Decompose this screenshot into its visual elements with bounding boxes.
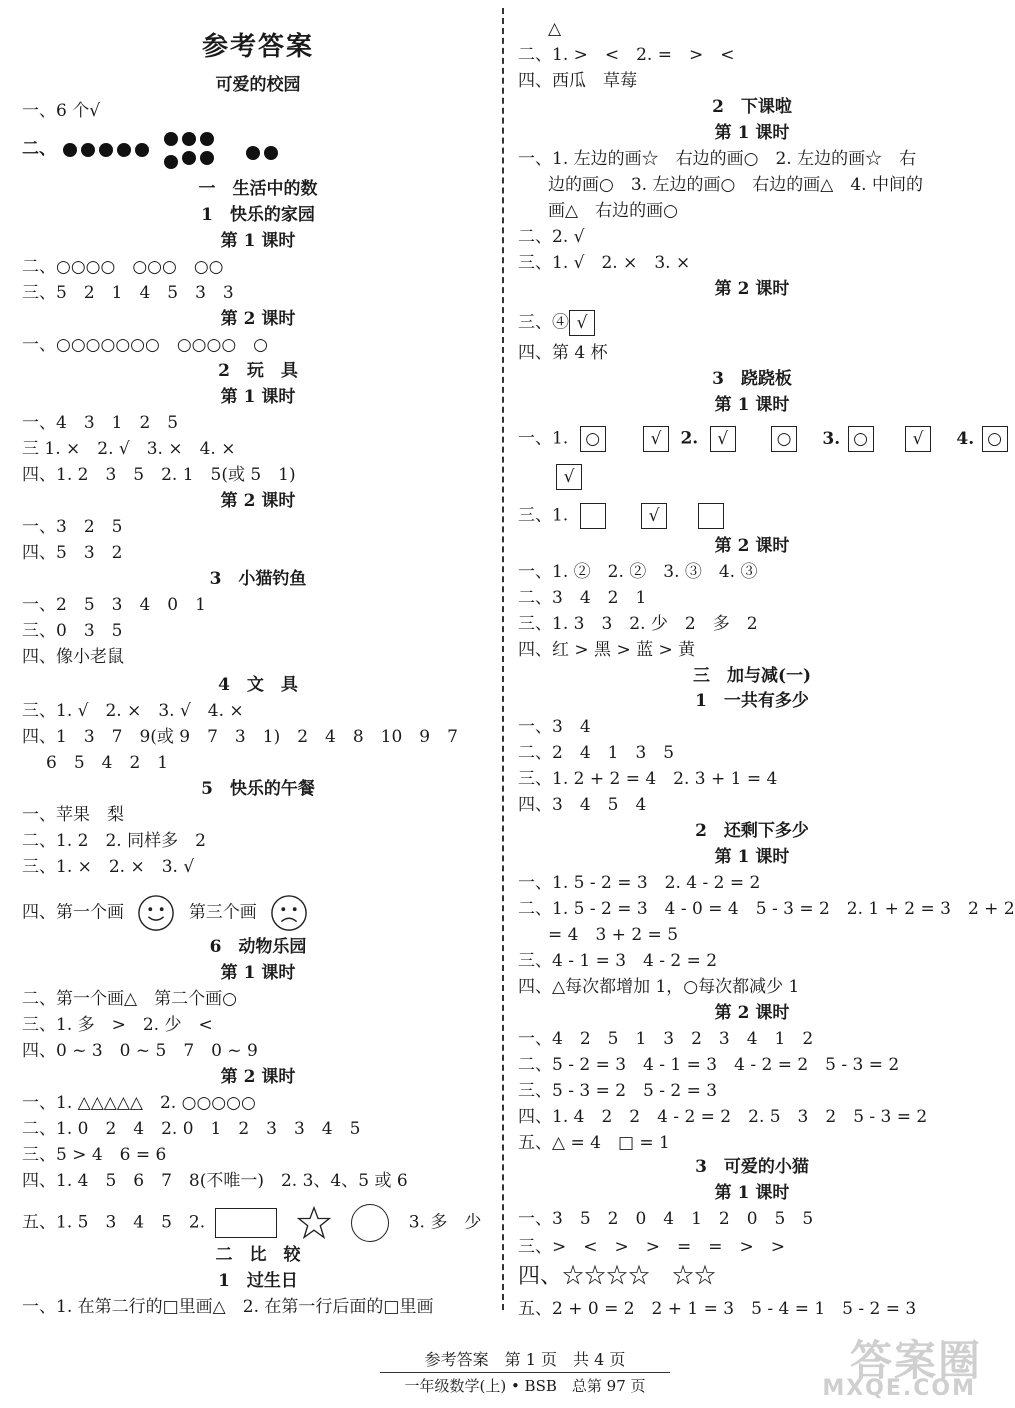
answer-line: 五、△ = 4 □ = 1 [518, 1133, 670, 1153]
lesson-heading: 2 下课啦 [712, 97, 792, 117]
answer-text: 第三个画 [188, 902, 257, 923]
answer-line: 一、3 5 2 0 4 1 2 0 5 5 [518, 1209, 814, 1229]
lesson-heading: 1 过生日 [218, 1271, 298, 1291]
answer-line: 三、1. √ 2. × 3. √ 4. × [22, 701, 244, 721]
answer-box-empty [698, 503, 724, 529]
answer-label: 3. [822, 428, 841, 449]
rectangle-shape [215, 1208, 277, 1238]
unit-heading: 一 生活中的数 [198, 179, 318, 199]
answer-line: 二、1. 2 2. 同样多 2 [22, 831, 206, 851]
answer-text: 五、1. 5 3 4 5 2. [22, 1212, 206, 1233]
lesson-heading: 1 一共有多少 [695, 691, 809, 711]
answer-box: √ [710, 426, 736, 452]
answer-line: 四、△每次都增加 1，○每次都减少 1 [518, 977, 800, 997]
answer-line: 一、1. 左边的画☆ 右边的画○ 2. 左边的画☆ 右 [518, 149, 917, 169]
answer-line: 四、西瓜 草莓 [518, 71, 637, 91]
class-period: 第 2 课时 [714, 1003, 790, 1023]
answer-line: 一、○○○○○○○ ○○○○ ○ [22, 335, 269, 355]
answer-box: ○ [580, 426, 606, 452]
answer-label: 2. [680, 428, 699, 449]
answer-line: 一、1. △△△△△ 2. ○○○○○ [22, 1093, 256, 1113]
answer-line: 二、1. > < 2. = > < [518, 45, 735, 65]
lesson-heading: 4 文 具 [218, 675, 298, 695]
lesson-heading: 5 快乐的午餐 [201, 779, 315, 799]
answer-text: 四、第一个画 [22, 902, 124, 923]
class-period: 第 1 课时 [220, 963, 296, 983]
answer-line: 三、5 - 3 = 2 5 - 2 = 3 [518, 1081, 718, 1101]
answer-line: 一、3 2 5 [22, 517, 123, 537]
lesson-heading: 2 玩 具 [218, 361, 298, 381]
answer-line: 三、1. × 2. × 3. √ [22, 857, 195, 877]
class-period: 第 2 课时 [714, 536, 790, 556]
page-footer [380, 1347, 670, 1396]
answer-line: 四、5 3 2 [22, 543, 123, 563]
answer-box: ○ [848, 426, 874, 452]
footer-page-info: 参考答案 第 1 页 共 4 页 [380, 1347, 670, 1373]
class-period: 第 1 课时 [714, 1183, 790, 1203]
answer-line: 四、1. 4 5 6 7 8(不唯一) 2. 3、4、5 或 6 [22, 1171, 408, 1191]
answer-line-faces [22, 894, 494, 932]
watermark-url: MXQE.COM [822, 1376, 976, 1401]
class-period: 第 1 课时 [714, 395, 790, 415]
watermark-logo: 答案圈 [849, 1336, 982, 1385]
answer-line: 二、3 4 2 1 [518, 588, 647, 608]
answer-line: 画△ 右边的画○ [548, 201, 678, 221]
answer-line: 四、第 4 杯 [518, 343, 608, 363]
smiley-face-icon [137, 894, 175, 932]
answer-line-shapes [22, 1204, 494, 1242]
answer-text: 三、④ [518, 312, 569, 333]
answer-line: 二、第一个画△ 第二个画○ [22, 989, 237, 1009]
answer-line: 二、2 4 1 3 5 [518, 743, 675, 763]
class-period: 第 1 课时 [220, 387, 296, 407]
answer-line: 四、1. 4 2 2 4 - 2 = 2 2. 5 3 2 5 - 3 = 2 [518, 1107, 928, 1127]
lesson-heading: 1 快乐的家园 [201, 205, 315, 225]
answer-line: 五、2 + 0 = 2 2 + 1 = 3 5 - 4 = 1 5 - 2 = 3 [518, 1299, 917, 1319]
answer-box: √ [905, 426, 931, 452]
answer-box: √ [643, 426, 669, 452]
answer-line-boxes [550, 464, 986, 490]
dot-group-six [162, 128, 222, 169]
page-title: 参考答案 [201, 32, 314, 62]
answer-line-stars: 四、☆☆☆☆ ☆☆ [518, 1264, 717, 1289]
answer-line: 四、1. 2 3 5 2. 1 5(或 5 1) [22, 465, 296, 485]
answer-line: 一、4 2 5 1 3 2 3 4 1 2 [518, 1029, 814, 1049]
answer-line-boxes [518, 426, 1002, 452]
answer-line: 一、1. 5 - 2 = 3 2. 4 - 2 = 2 [518, 873, 761, 893]
footer-book-info: 一年级数学(上) • BSB 总第 97 页 [404, 1377, 646, 1395]
answer-box: ○ [982, 426, 1008, 452]
answer-line: 三、5 2 1 4 5 3 3 [22, 283, 234, 303]
answer-label: 4. [956, 428, 975, 449]
answer-line: = 4 3 + 2 = 5 [548, 925, 679, 945]
answer-line: 边的画○ 3. 左边的画○ 右边的画△ 4. 中间的 [548, 175, 923, 195]
lesson-heading: 6 动物乐园 [209, 937, 307, 957]
answer-line: 二、2. √ [518, 227, 585, 247]
answer-line: 二、1. 5 - 2 = 3 4 - 0 = 4 5 - 3 = 2 2. 1 + 2 = 3 2 + 2 [518, 899, 1015, 919]
answer-line: 四、1 3 7 9(或 9 7 3 1) 2 4 8 10 9 7 [22, 727, 458, 747]
class-period: 第 2 课时 [220, 309, 296, 329]
answer-line: 一、2 5 3 4 0 1 [22, 595, 206, 615]
lesson-heading: 3 跷跷板 [712, 369, 792, 389]
answer-line: 三 1. × 2. √ 3. × 4. × [22, 439, 236, 459]
class-period: 第 2 课时 [714, 279, 790, 299]
section-heading: 可爱的校园 [215, 75, 301, 95]
answer-line: 二、○○○○ ○○○ ○○ [22, 257, 224, 277]
answer-line: 三、5 > 4 6 = 6 [22, 1145, 167, 1165]
answer-label: 一、1. [518, 428, 569, 449]
class-period: 第 2 课时 [220, 491, 296, 511]
answer-line: 一、1. ② 2. ② 3. ③ 4. ③ [518, 562, 758, 582]
answer-box: ○ [771, 426, 797, 452]
answer-line: 四、像小老鼠 [22, 647, 124, 667]
answer-line: 三、4 - 1 = 3 4 - 2 = 2 [518, 951, 718, 971]
class-period: 第 1 课时 [714, 123, 790, 143]
answer-line: 一、4 3 1 2 5 [22, 413, 179, 433]
sad-face-icon [270, 894, 308, 932]
class-period: 第 2 课时 [220, 1067, 296, 1087]
lesson-heading: 3 小猫钓鱼 [209, 569, 307, 589]
lesson-heading: 2 还剩下多少 [695, 821, 809, 841]
answer-line: 一、6 个√ [22, 101, 101, 121]
star-icon [296, 1205, 332, 1241]
answer-box: √ [641, 503, 667, 529]
circle-shape [351, 1204, 389, 1242]
class-period: 第 1 课时 [714, 847, 790, 867]
answer-line-boxed [518, 310, 986, 336]
answer-line: 三、1. √ 2. × 3. × [518, 253, 691, 273]
answer-box-empty [580, 503, 606, 529]
answer-text: 3. 多 少 [408, 1212, 482, 1233]
unit-heading: 二 比 较 [215, 1245, 301, 1265]
answer-line: 三、1. 2 + 2 = 4 2. 3 + 1 = 4 [518, 769, 778, 789]
answer-box: √ [556, 464, 582, 490]
answer-line: 三、> < > > = = > > [518, 1237, 785, 1257]
answer-line: 一、3 4 [518, 717, 591, 737]
answer-label: 三、1. [518, 505, 569, 526]
answer-line: 二、1. 0 2 4 2. 0 1 2 3 3 4 5 [22, 1119, 361, 1139]
answer-line: 三、1. 3 3 2. 少 2 多 2 [518, 614, 758, 634]
answer-line: 二、5 - 2 = 3 4 - 1 = 3 4 - 2 = 2 5 - 3 = 2 [518, 1055, 900, 1075]
unit-heading: 三 加与减(一) [692, 666, 812, 686]
answer-label: 二、 [22, 139, 56, 159]
answer-line: 一、苹果 梨 [22, 805, 124, 825]
dot-group-five [61, 139, 151, 159]
lesson-heading: 3 可爱的小猫 [695, 1157, 809, 1177]
answer-line: 四、0 ~ 3 0 ~ 5 7 0 ~ 9 [22, 1041, 258, 1061]
class-period: 第 1 课时 [220, 231, 296, 251]
answer-box: √ [569, 310, 595, 336]
answer-line-boxes [518, 503, 986, 529]
answer-line: 一、1. 在第二行的□里画△ 2. 在第一行后面的□里画 [22, 1297, 434, 1317]
answer-line: 四、3 4 5 4 [518, 795, 647, 815]
answer-line: 三、1. 多 > 2. 少 < [22, 1015, 213, 1035]
dot-group-two [244, 142, 280, 161]
column-divider [502, 8, 504, 1310]
answer-line: 三、0 3 5 [22, 621, 123, 641]
answer-line: 6 5 4 2 1 [46, 753, 169, 773]
answer-line: △ [548, 19, 562, 39]
answer-line: 四、红 > 黑 > 蓝 > 黄 [518, 640, 696, 660]
